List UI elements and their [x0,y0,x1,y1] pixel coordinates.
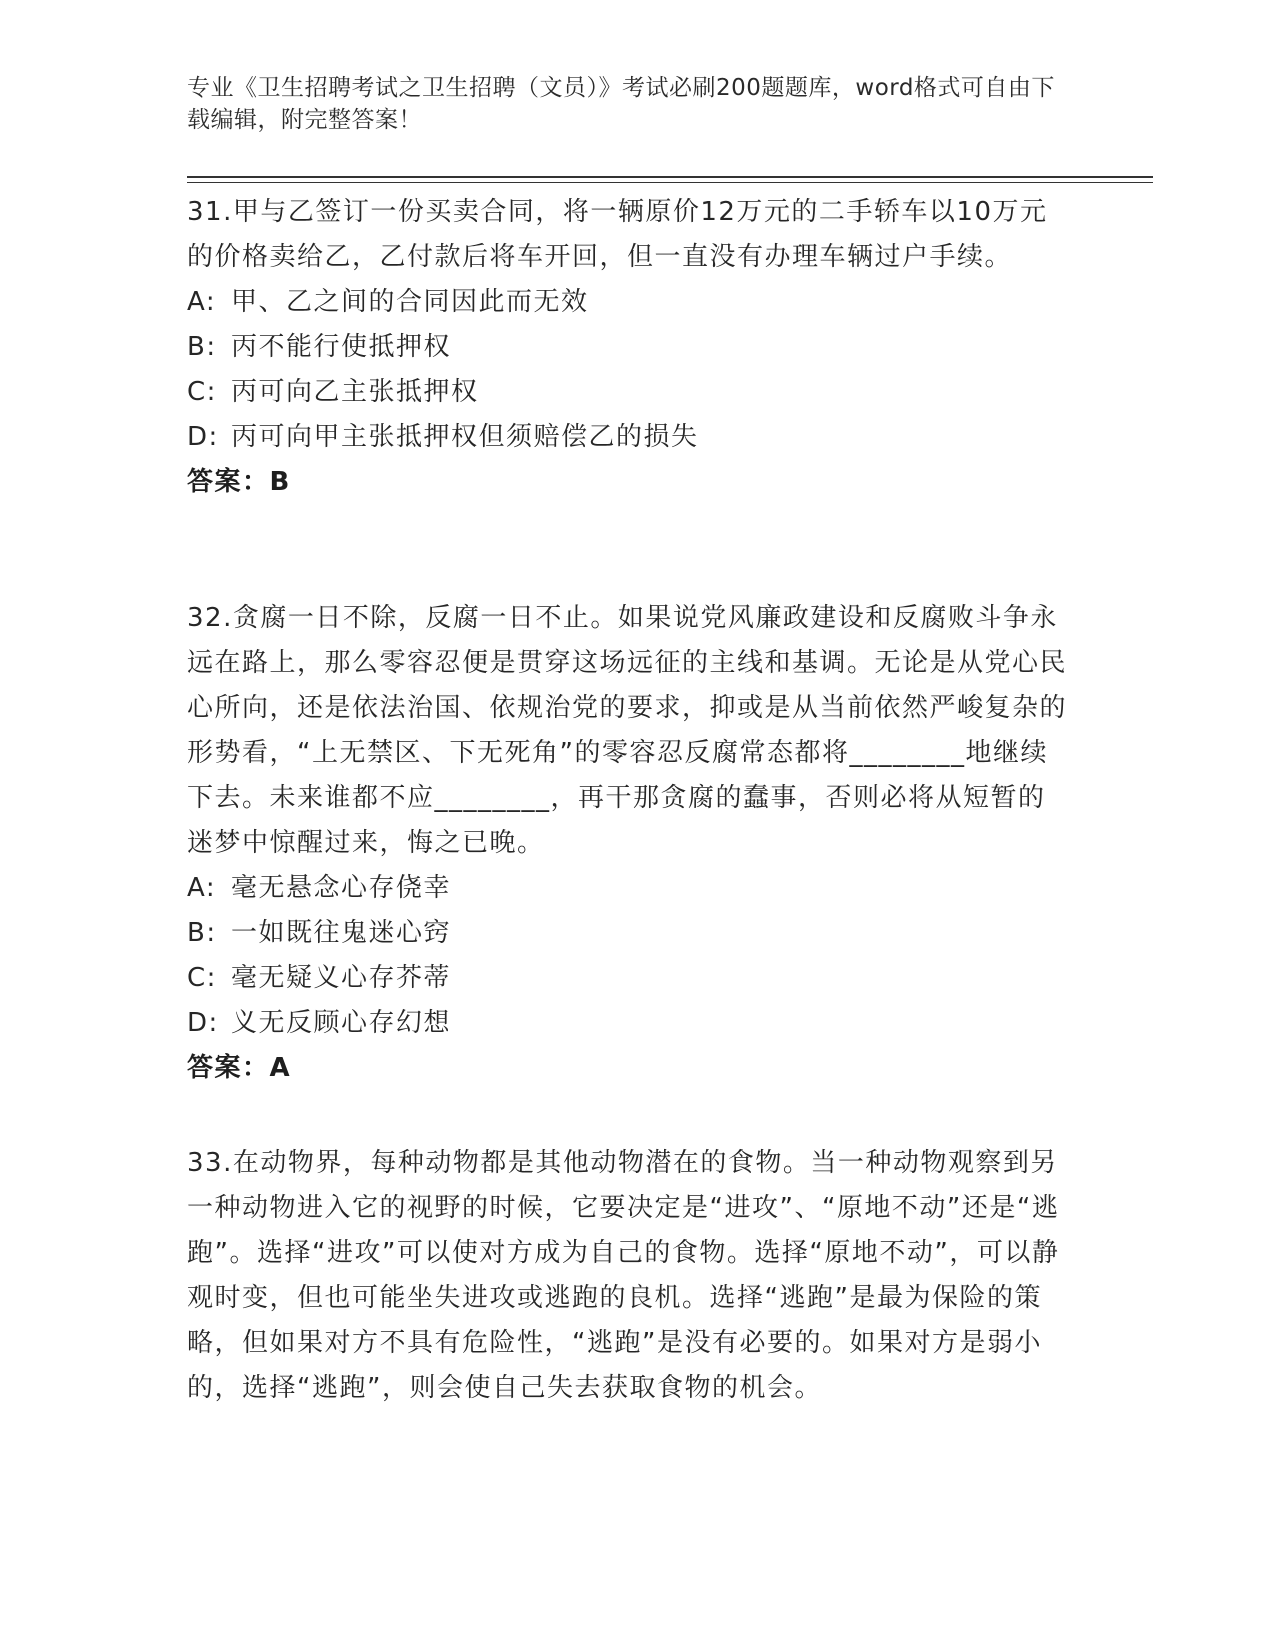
option-letter: B: [187,918,217,948]
question-31 [187,190,1067,505]
option-text: 毫无悬念心存侥幸 [231,873,452,903]
option-a [187,866,1067,911]
option-text: 毫无疑义心存芥蒂 [231,963,452,993]
option-c [187,956,1067,1001]
question-stem: 32.贪腐一日不除，反腐一日不止。如果说党风廉政建设和反腐败斗争永远在路上，那么零容忍便是贯穿这场远征的主线和基调。无论是从党心民心所向，还是依法治国、依规治党的要求，抑或是从当前依然严峻复杂的形势看，“上无禁区、下无死角”的零容忍反腐常态都将________地继续下去。未来谁都不应________，再干那贪腐的蠢事，否则必将从短暂的迷梦中惊醒过来，悔之已晚。 [187,603,1068,858]
option-letter: A: [187,287,217,317]
option-text: 丙可向乙主张抵押权 [231,377,479,407]
option-letter: C: [187,963,217,993]
option-b [187,911,1067,956]
option-c [187,370,1067,415]
question-33 [187,1141,1067,1411]
option-text: 丙不能行使抵押权 [231,332,452,362]
document-header [187,72,1067,136]
option-letter: C: [187,377,217,407]
option-letter: B: [187,332,217,362]
question-stem: 31.甲与乙签订一份买卖合同，将一辆原价12万元的二手轿车以10万元的价格卖给乙，乙付款后将车开回，但一直没有办理车辆过户手续。 [187,197,1048,272]
option-text: 甲、乙之间的合同因此而无效 [231,287,589,317]
header-title: 专业《卫生招聘考试之卫生招聘（文员）》考试必刷200题题库，word格式可自由下载编辑，附完整答案！ [187,75,1055,133]
option-b [187,325,1067,370]
answer: 答案：B [187,467,291,497]
option-d [187,415,1067,460]
question-stem: 33.在动物界，每种动物都是其他动物潜在的食物。当一种动物观察到另一种动物进入它的视野的时候，它要决定是“进攻”、“原地不动”还是“逃跑”。选择“进攻”可以使对方成为自己的食物。选择“原地不动”，可以静观时变，但也可能坐失进攻或逃跑的良机。选择“逃跑”是最为保险的策略，但如果对方不具有危险性，“逃跑”是没有必要的。如果对方是弱小的，选择“逃跑”，则会使自己失去获取食物的机会。 [187,1148,1060,1403]
option-letter: D: [187,422,219,452]
option-text: 一如既往鬼迷心窍 [231,918,452,948]
option-text: 义无反顾心存幻想 [231,1008,452,1038]
answer: 答案：A [187,1053,292,1083]
option-letter: D: [187,1008,219,1038]
option-d [187,1001,1067,1046]
option-letter: A: [187,873,217,903]
option-text: 丙可向甲主张抵押权但须赔偿乙的损失 [231,422,699,452]
option-a [187,280,1067,325]
header-rule-thin [187,182,1153,183]
question-32 [187,596,1067,1091]
header-rule-thick [187,176,1153,178]
